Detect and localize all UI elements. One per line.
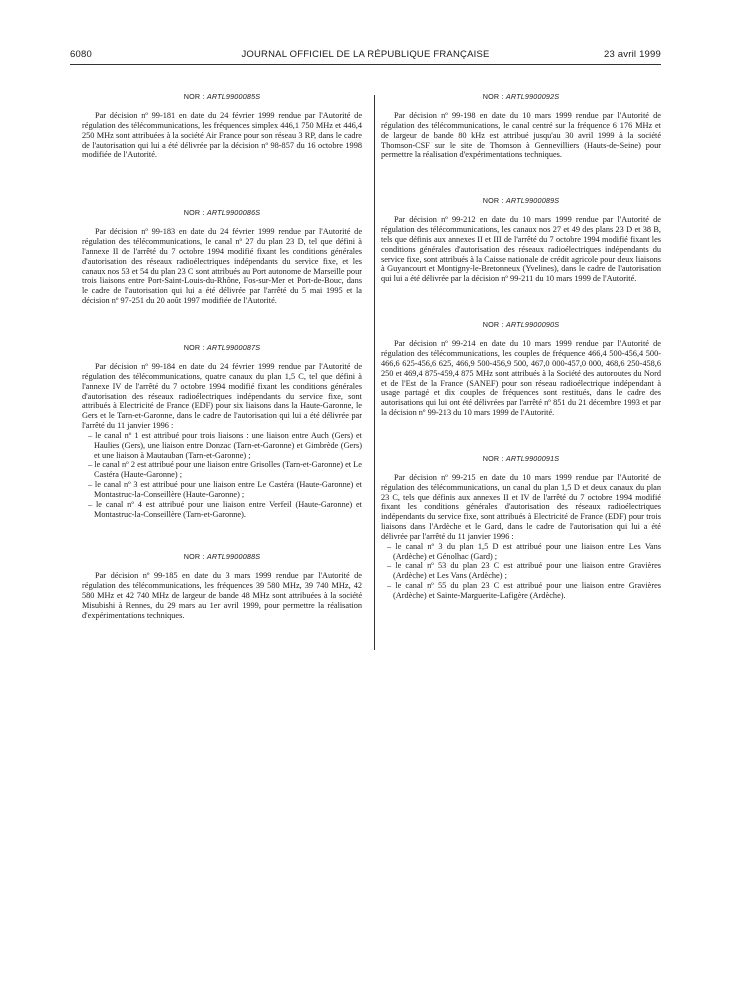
nor-reference <box>381 320 661 329</box>
nor-reference <box>82 208 362 217</box>
nor-code: ARTL9900088S <box>206 552 261 562</box>
nor-reference <box>82 92 362 101</box>
decision-text: Par décision nº 99-183 en date du 24 février 1999 rendue par l'Autorité de régulation des télécommunications, le canal nº 27 du plan 23 D, tel que défini à l'annexe II de l'arrêté du 7 octobre 1994 modifié fixant les conditions générales d'autorisation des réseaux radioélectriques indépendants du service fixe, et les canaux nos 53 et 54 du plan 23 C sont attribués au Port autonome de Marseille pour trois liaisons entre Port-Saint-Louis-du-Rhône, Fos-sur-Mer et Port-de-Bouc, dans le cadre de l'autorisation qui lui a été délivrée par l'arrêté du 5 mai 1995 et la décision nº 97-251 du 20 août 1997 modifiée de l'Autorité. <box>82 227 362 306</box>
nor-prefix: NOR : <box>183 342 205 352</box>
nor-code: ARTL9900090S <box>505 320 560 330</box>
decision-text: Par décision nº 99-185 en date du 3 mars 1999 rendue par l'Autorité de régulation des télécommunications, les fréquences 39 580 MHz, 39 740 MHz, 42 580 MHz et 42 740 MHz de largeur de bande 48 MHz sont attribuées à la société Misubishi à Rennes, du 29 mars au 1er avril 1999, pour permettre la réalisation d'expérimentations techniques. <box>82 571 362 620</box>
decision-text: Par décision nº 99-181 en date du 24 février 1999 rendue par l'Autorité de régulation des télécommunications, les fréquences simplex 446,1 750 MHz et 446,4 250 MHz sont attribuées à la société Air France pour son réseau 3 RP, dans le cadre de l'autorisation qui lui a été délivrée par la décision nº 98-857 du 16 octobre 1998 modifiée de l'Autorité. <box>82 111 362 160</box>
decision-text: Par décision nº 99-212 en date du 10 mars 1999 rendue par l'Autorité de régulation des télécommunications, les canaux nos 27 et 49 des plans 23 D et 38 B, tels que définis aux annexes II et III de l'arrêté du 7 octobre 1994 modifié fixant les conditions générales d'autorisation des réseaux radioélectriques indépendants du service fixe, sont attribués à la Caisse nationale de crédit agricole pour deux liaisons à Guyancourt et Montigny-le-Bretonneux (Yvelines), dans le cadre de l'autorisation qui lui a été délivrée par la décision nº 99-211 du 10 mars 1999 de l'Autorité. <box>381 215 661 284</box>
decision-notice <box>381 196 661 284</box>
decision-text: Par décision nº 99-184 en date du 24 février 1999 rendue par l'Autorité de régulation des télécommunications, quatre canaux du plan 1,5 C, tel que défini à l'annexe IV de l'arrêté du 7 octobre 1994 modifié fixant les conditions générales d'autorisation des réseaux radioélectriques indépendants du service fixe, sont attribués à Electricité de France (EDF) pour six liaisons dans la Haute-Garonne, le Gers et le Tarn-et-Garonne, dans le cadre de l'autorisation qui lui a été délivrée par l'arrêté du 11 janvier 1996 : <box>82 361 362 431</box>
nor-prefix: NOR : <box>482 92 504 101</box>
nor-code: ARTL9900089S <box>505 196 560 206</box>
nor-prefix: NOR : <box>183 208 205 218</box>
nor-reference <box>82 552 362 561</box>
nor-code: ARTL9900086S <box>206 208 261 218</box>
channel-item: – le canal nº 55 du plan 23 C est attribué pour une liaison entre Gravières (Ardèche) et Sainte-Marguerite-Lafigère (Ardèche). <box>381 581 661 601</box>
publication-date: 23 avril 1999 <box>604 49 661 60</box>
column-divider <box>374 95 375 650</box>
decision-notice <box>381 320 661 418</box>
nor-reference <box>381 196 661 205</box>
decision-notice <box>82 343 362 520</box>
left-column <box>82 92 362 621</box>
nor-reference <box>381 454 661 463</box>
decision-text: Par décision nº 99-214 en date du 10 mars 1999 rendue par l'Autorité de régulation des télécommunications, les couples de fréquence 466,4 500-456,4 500-466,6 625-456,6 625, 466,9 500-456,9 500, 467,0 000-457,0 000, 468,6 250-458,6 250 et 469,4 875-459,4 875 MHz sont attribués à la Société des autoroutes du Nord et de l'Est de la France (SANEF) pour son réseau radioélectrique indépendant à usage partagé et dix couples de fréquences sont restitués, dans le cadre des autorisations qui lui ont été délivrées par l'arrêté nº 851 du 21 décembre 1993 et par la décision nº 99-213 du 10 mars 1999 de l'Autorité. <box>381 339 661 418</box>
channel-item: – le canal nº 2 est attribué pour une liaison entre Grisolles (Tarn-et-Garonne) et Le Castéra (Haute-Garonne) ; <box>82 460 362 480</box>
nor-reference <box>82 343 362 352</box>
nor-reference <box>381 92 661 101</box>
nor-prefix: NOR : <box>183 552 205 562</box>
decision-notice <box>82 208 362 306</box>
channel-list <box>82 431 362 520</box>
nor-code: ARTL9900087S <box>206 342 261 352</box>
decision-notice <box>82 552 362 620</box>
decision-notice <box>381 92 661 160</box>
nor-prefix: NOR : <box>482 196 504 206</box>
decision-text: Par décision nº 99-198 en date du 10 mars 1999 rendue par l'Autorité de régulation des télécommunications, le canal centré sur la fréquence 6 176 MHz et de largeur de bande 80 kHz est attribué jusqu'au 30 avril 1999 à la société Thomson-CSF sur le site de Thomson à Gennevilliers (Hauts-de-Seine) pour permettre la réalisation d'expérimentations techniques. <box>381 111 661 160</box>
channel-item: – le canal nº 3 du plan 1,5 D est attribué pour une liaison entre Les Vans (Ardèche) et Génolhac (Gard) ; <box>381 542 661 562</box>
nor-code: ARTL9900085S <box>206 92 261 101</box>
nor-prefix: NOR : <box>183 92 205 101</box>
channel-item: – le canal nº 4 est attribué pour une liaison entre Verfeil (Haute-Garonne) et Montastruc-la-Conseillère (Tarn-et-Garonne). <box>82 500 362 520</box>
page-number: 6080 <box>70 49 92 60</box>
nor-code: ARTL9900092S <box>505 92 560 101</box>
header-rule <box>70 64 661 65</box>
nor-prefix: NOR : <box>482 320 504 330</box>
nor-code: ARTL9900091S <box>505 453 560 463</box>
decision-notice <box>381 454 661 601</box>
nor-prefix: NOR : <box>482 453 504 463</box>
channel-item: – le canal nº 3 est attribué pour une liaison entre Le Castéra (Haute-Garonne) et Montastruc-la-Conseillère (Haute-Garonne) ; <box>82 480 362 500</box>
decision-text: Par décision nº 99-215 en date du 10 mars 1999 rendue par l'Autorité de régulation des télécommunications, un canal du plan 1,5 D et deux canaux du plan 23 C, tels que définis aux annexes II et IV de l'arrêté du 7 octobre 1994 modifié fixant les conditions générales d'autorisation des réseaux radioélectriques indépendants du service fixe, sont attribués à Electricité de France (EDF) pour trois liaisons dans l'Ardèche et le Gard, dans le cadre de l'autorisation qui lui a été délivrée par l'arrêté du 11 janvier 1996 : <box>381 472 661 541</box>
journal-title: JOURNAL OFFICIEL DE LA RÉPUBLIQUE FRANÇAISE <box>241 49 490 60</box>
right-column <box>381 92 661 601</box>
channel-list <box>381 542 661 601</box>
channel-item: – le canal nº 1 est attribué pour trois liaisons : une liaison entre Auch (Gers) et Haulies (Gers), une liaison entre Donzac (Tarn-et-Garonne) et Gimbrède (Gers) et une liaison à Mautauban (Tarn-et-Garonne) ; <box>82 431 362 461</box>
decision-notice <box>82 92 362 160</box>
channel-item: – le canal nº 53 du plan 23 C est attribué pour une liaison entre Gravières (Ardèche) et Les Vans (Ardèche) ; <box>381 561 661 581</box>
